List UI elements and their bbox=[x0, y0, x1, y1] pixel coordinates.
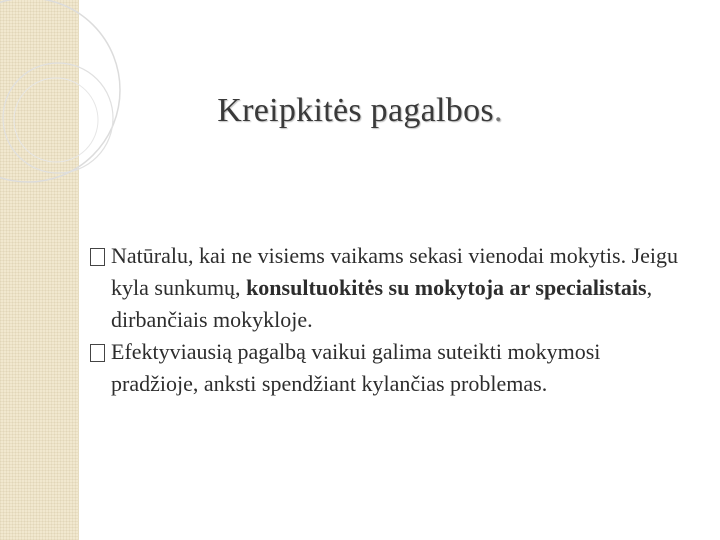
body-text bbox=[90, 240, 690, 400]
bullet-1-text: Natūralu, kai ne visiems vaikams sekasi vienodai mokytis. Jeigu kyla sunkumų, bbox=[111, 243, 679, 300]
bullet-box-icon bbox=[90, 344, 105, 362]
bullet-1-text-end: , dirbančiais mokykloje. bbox=[111, 275, 653, 332]
bullet-box-icon bbox=[90, 248, 105, 266]
bullet-item-1 bbox=[90, 240, 690, 336]
slide-title-text: Kreipkitės pagalbos bbox=[217, 92, 494, 129]
bullet-item-2 bbox=[90, 336, 690, 400]
slide-title bbox=[0, 92, 720, 130]
slide-title-period: . bbox=[493, 92, 503, 129]
bullet-1-bold-text: konsultuokitės su mokytoja ar specialistais bbox=[246, 275, 647, 300]
bullet-2-text: Efektyviausią pagalbą vaikui galima suteikti mokymosi pradžioje, anksti spendžiant kylančias problemas. bbox=[111, 339, 601, 396]
